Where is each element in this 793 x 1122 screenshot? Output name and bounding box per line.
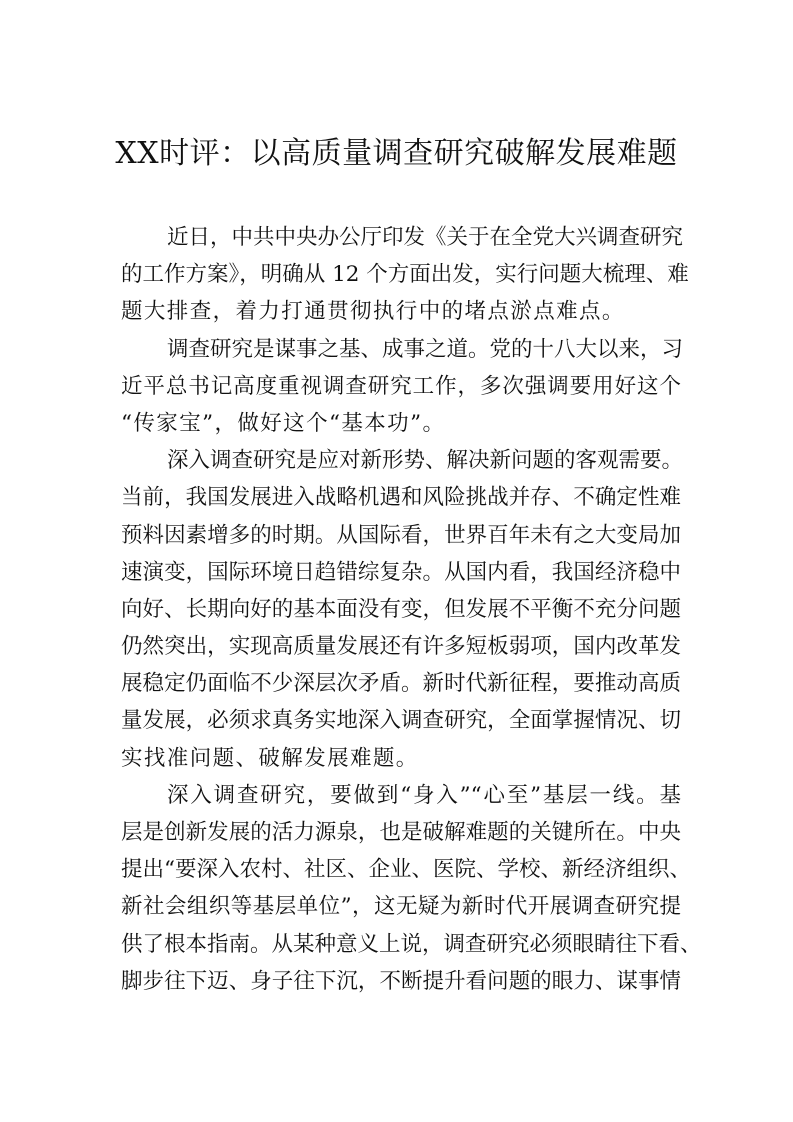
document-title: XX时评：以高质量调查研究破解发展难题 [115,136,678,171]
text-line: 当前，我国发展进入战略机遇和风险挑战并存、不确定性难 [121,485,681,511]
text-line: “传家宝”，做好这个“基本功”。 [121,410,446,436]
text-line: 预料因素增多的时期。从国际看，世界百年未有之大变局加 [121,522,681,548]
paragraph [121,777,702,1000]
paragraph [121,219,689,331]
text-line: 深入调查研究是应对新形势、解决新问题的客观需要。 [167,448,684,474]
text-line: 脚步往下迈、身子往下沉，不断提升看问题的眼力、谋事情 [121,968,681,994]
text-line: 深入调查研究，要做到“身入”“心至”基层一线。基 [167,782,681,808]
text-line: 供了根本指南。从某种意义上说，调查研究必须眼睛往下看、 [121,931,702,957]
text-line: 提出“要深入农村、社区、企业、医院、学校、新经济组织、 [121,857,691,883]
text-line: 仍然突出，实现高质量发展还有许多短板弱项，国内改革发 [121,634,681,660]
text-line: 向好、长期向好的基本面没有变，但发展不平衡不充分问题 [121,596,681,622]
text-line: 实找准问题、破解发展难题。 [121,745,419,771]
text-line: 量发展，必须求真务实地深入调查研究，全面掌握情况、切 [121,708,681,734]
paragraph [121,331,684,443]
text-line: 新社会组织等基层单位”，这无疑为新时代开展调查研究提 [121,894,681,920]
text-line: 的工作方案》，明确从 12 个方面出发，实行问题大梳理、难 [121,262,689,288]
text-line: 调查研究是谋事之基、成事之道。党的十八大以来，习 [167,336,684,362]
text-line: 题大排查，着力打通贯彻执行中的堵点淤点难点。 [121,299,625,325]
text-line: 近日，中共中央办公厅印发《关于在全党大兴调查研究 [167,225,684,250]
text-line: 展稳定仍面临不少深层次矛盾。新时代新征程，要推动高质 [121,671,681,697]
text-line: 速演变，国际环境日趋错综复杂。从国内看，我国经济稳中 [121,559,681,585]
text-line: 层是创新发展的活力源泉，也是破解难题的关键所在。中央 [121,820,681,845]
document-body [121,219,702,1000]
text-line: 近平总书记高度重视调查研究工作，多次强调要用好这个 [121,373,681,399]
paragraph [121,442,684,777]
